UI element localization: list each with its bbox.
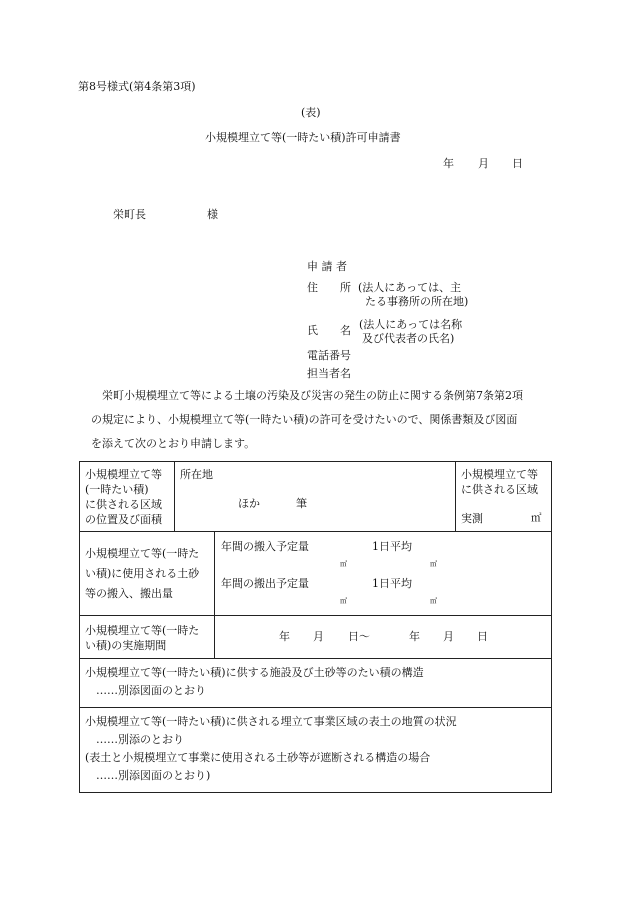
export-annual-unit: ㎥ xyxy=(340,597,347,605)
row5-line-1: 小規模埋立て等(一時たい積)に供される埋立て事業区域の表土の地質の状況 xyxy=(85,715,457,728)
row2-label-1: 小規模埋立て等(一時た xyxy=(85,547,200,560)
table-border-left xyxy=(79,461,80,793)
location-label: 所在地 xyxy=(180,468,213,481)
period-year-end: 年 xyxy=(409,630,420,643)
name-note-1: (法人にあっては名称 xyxy=(359,318,463,331)
form-number: 第8号様式(第4条第3項) xyxy=(78,80,196,93)
addressee-name: 栄町長 xyxy=(113,208,146,221)
export-label: 年間の搬出予定量 xyxy=(221,577,309,590)
import-daily-unit: ㎥ xyxy=(430,560,437,568)
period-year-start: 年 xyxy=(279,630,290,643)
period-day-end: 日 xyxy=(477,630,488,643)
period-day-start: 日～ xyxy=(348,630,370,643)
front-side-label: (表) xyxy=(301,106,321,119)
hitsu-label: 筆 xyxy=(296,497,307,510)
row2-label-2: い積)に使用される土砂 xyxy=(85,567,200,580)
row1-label-1: 小規模埋立て等 xyxy=(85,468,162,481)
import-label: 年間の搬入予定量 xyxy=(221,540,309,553)
export-daily-unit: ㎥ xyxy=(430,597,437,605)
row1-label-3: に供される区域 xyxy=(85,498,162,511)
address-label: 住 所 xyxy=(307,281,351,294)
document-title: 小規模埋立て等(一時たい積)許可申請書 xyxy=(205,131,401,144)
export-daily-avg: 1日平均 xyxy=(372,577,412,590)
period-month-end: 月 xyxy=(443,630,454,643)
table-border-right xyxy=(551,461,552,793)
column-divider xyxy=(455,461,456,531)
hoka-label: ほか xyxy=(238,497,260,510)
contact-label: 担当者名 xyxy=(307,367,351,380)
name-note-2: 及び代表者の氏名) xyxy=(362,332,455,345)
row-divider xyxy=(79,615,552,616)
row3-label-1: 小規模埋立て等(一時た xyxy=(85,624,200,637)
row-divider xyxy=(79,658,552,659)
row4-line-2: ……別添図面のとおり xyxy=(96,684,206,697)
table-border-bottom xyxy=(79,792,552,793)
row5-line-3: (表土と小規模埋立て事業に使用される土砂等が遮断される構造の場合 xyxy=(85,751,431,764)
name-label: 氏 名 xyxy=(307,324,351,337)
phone-label: 電話番号 xyxy=(307,349,351,362)
address-note-2: たる事務所の所在地) xyxy=(365,295,469,308)
area-label-2: に供される区域 xyxy=(461,483,538,496)
body-line-3: を添えて次のとおり申請します。 xyxy=(91,437,256,450)
import-annual-unit: ㎥ xyxy=(340,560,347,568)
date-day: 日 xyxy=(512,157,523,170)
column-divider xyxy=(214,531,215,658)
area-label-1: 小規模埋立て等 xyxy=(461,468,538,481)
addressee-honorific: 様 xyxy=(207,208,218,221)
row1-label-4: の位置及び面積 xyxy=(85,513,162,526)
row-divider xyxy=(79,707,552,708)
date-month: 月 xyxy=(478,157,489,170)
body-line-2: の規定により、小規模埋立て等(一時たい積)の許可を受けたいので、関係書類及び図面 xyxy=(91,413,518,426)
row4-line-1: 小規模埋立て等(一時たい積)に供する施設及び土砂等のたい積の構造 xyxy=(85,666,424,679)
row-divider xyxy=(79,531,552,532)
import-daily-avg: 1日平均 xyxy=(372,540,412,553)
applicant-heading: 申 請 者 xyxy=(307,260,347,273)
row2-label-3: 等の搬入、搬出量 xyxy=(85,587,173,600)
address-note-1: (法人にあっては、主 xyxy=(358,281,462,294)
body-line-1: 栄町小規模埋立て等による土壌の汚染及び災害の発生の防止に関する条例第7条第2項 xyxy=(102,389,523,402)
row3-label-2: い積)の実施期間 xyxy=(85,639,167,652)
table-border-top xyxy=(79,461,552,462)
date-year: 年 xyxy=(443,157,454,170)
period-month-start: 月 xyxy=(313,630,324,643)
row1-label-2: (一時たい積) xyxy=(85,483,149,496)
column-divider xyxy=(174,461,175,531)
survey-label: 実測 xyxy=(461,512,483,525)
sqm-unit: ㎡ xyxy=(531,512,542,524)
row5-line-2: ……別添のとおり xyxy=(96,733,184,746)
row5-line-4: ……別添図面のとおり) xyxy=(96,769,211,782)
